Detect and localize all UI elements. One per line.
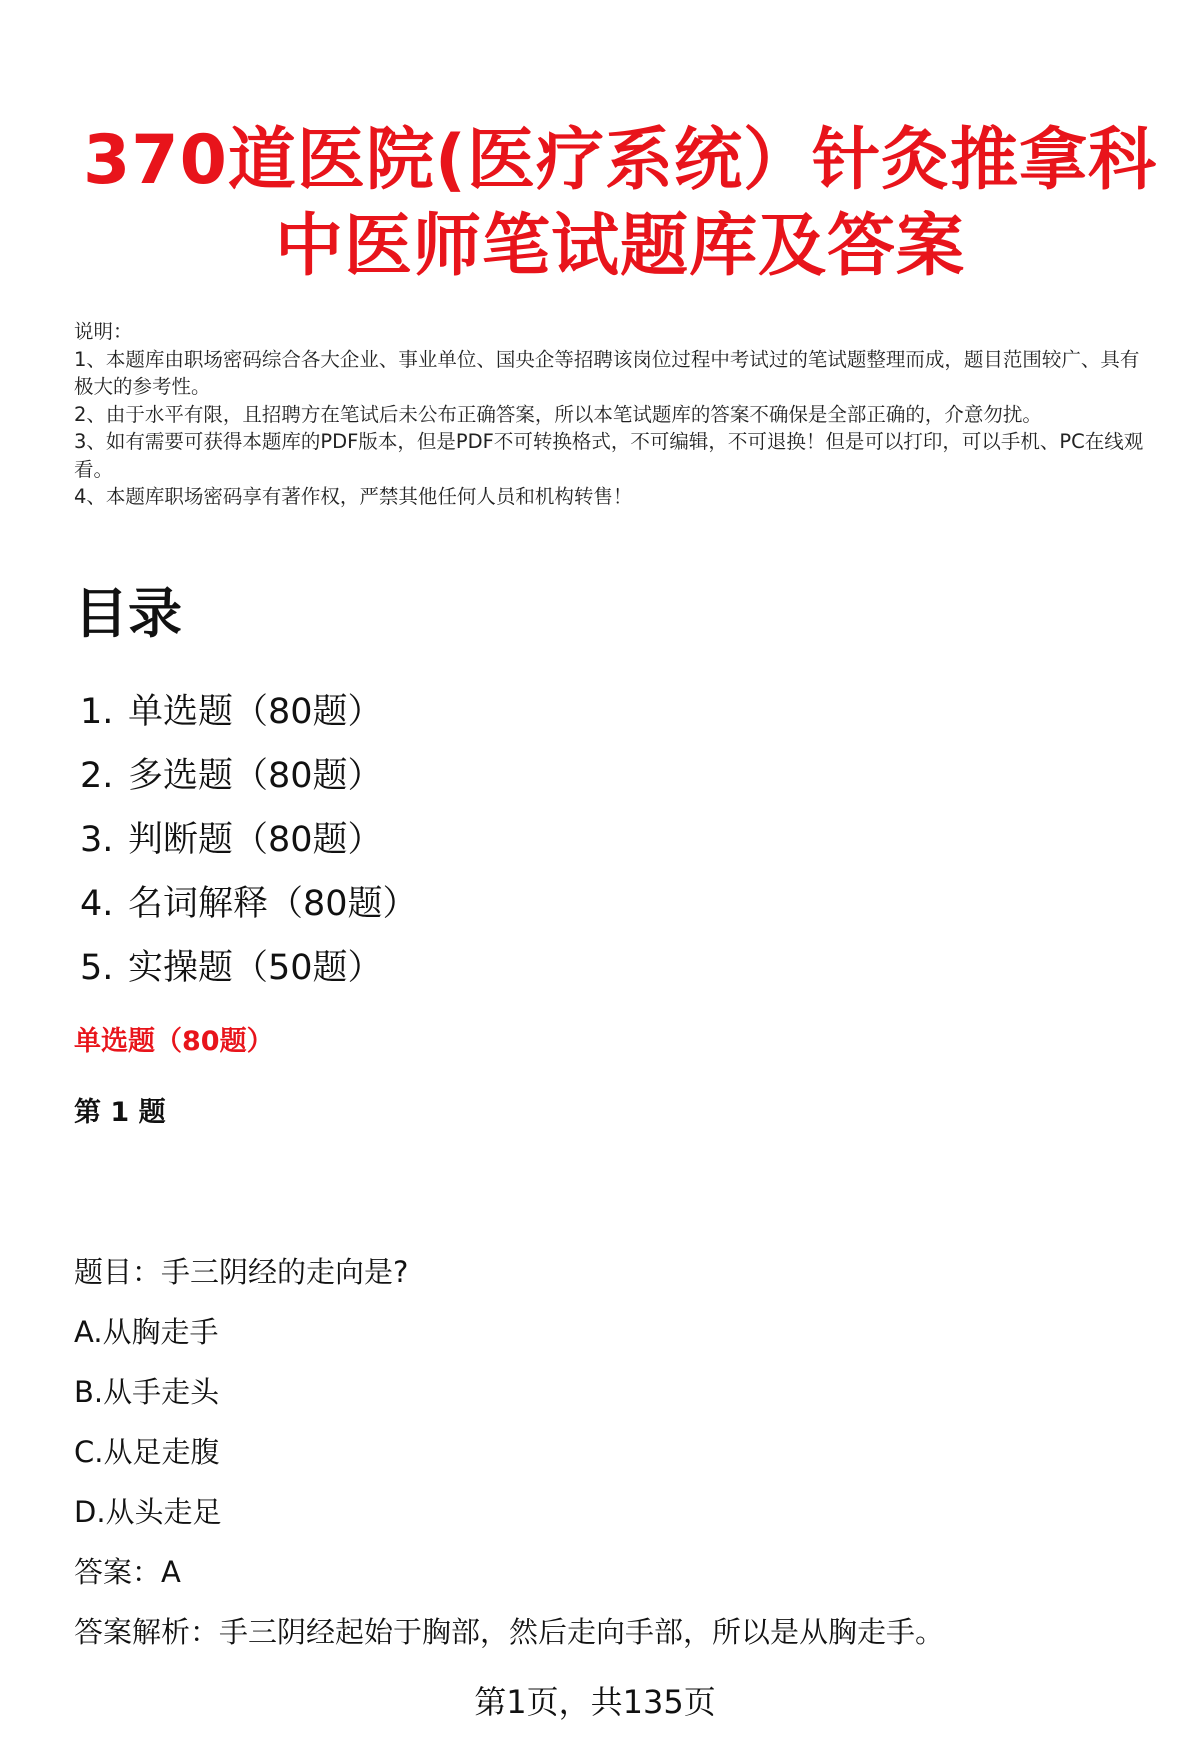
question-number: 第 1 题 — [74, 1097, 166, 1128]
option-b: B.从手走头 — [74, 1375, 220, 1409]
toc-item[interactable] — [80, 808, 418, 872]
page-footer: 第1页，共135页 — [474, 1683, 716, 1721]
instruction-item: 2、由于水平有限，且招聘方在笔试后未公布正确答案，所以本笔试题库的答案不确保是全部正确的，介意勿扰。 — [74, 402, 1042, 426]
toc-item-number: 4. — [80, 884, 114, 924]
question-stem: 题目：手三阴经的走向是? — [74, 1255, 409, 1289]
toc-item-label: 实操题（50题） — [128, 948, 383, 988]
toc-item-label: 单选题（80题） — [128, 692, 383, 732]
instruction-item: 1、本题库由职场密码综合各大企业、事业单位、国央企等招聘该岗位过程中考试过的笔试题整理而成，题目范围较广、具有极大的参考性。 — [74, 347, 1140, 398]
toc-item-label: 名词解释（80题） — [128, 884, 418, 924]
instructions-heading: 说明： — [74, 320, 133, 343]
toc-item[interactable] — [80, 744, 418, 808]
toc-item[interactable] — [80, 936, 418, 1000]
question-block — [74, 1242, 944, 1662]
toc-item-label: 判断题（80题） — [128, 820, 383, 860]
title-line-2: 中医师笔试题库及答案 — [274, 207, 965, 286]
document-title — [60, 118, 1180, 290]
option-d: D.从头走足 — [74, 1495, 222, 1529]
instruction-item: 3、如有需要可获得本题库的PDF版本，但是PDF不可转换格式，不可编辑，不可退换！但是可以打印，可以手机、PC在线观看。 — [74, 430, 1144, 481]
toc-item[interactable] — [80, 872, 418, 936]
toc-item-label: 多选题（80题） — [128, 756, 383, 796]
toc-heading: 目录 — [74, 582, 182, 645]
section-title: 单选题（80题） — [74, 1026, 274, 1057]
toc-item-number: 1. — [80, 692, 114, 732]
toc-item[interactable] — [80, 680, 418, 744]
instructions-block — [74, 318, 1149, 511]
title-line-1: 370道医院(医疗系统）针灸推拿科 — [82, 121, 1158, 200]
answer-explanation: 答案解析：手三阴经起始于胸部，然后走向手部，所以是从胸走手。 — [74, 1615, 945, 1649]
toc-item-number: 3. — [80, 820, 114, 860]
answer: 答案：A — [74, 1555, 181, 1589]
option-a: A.从胸走手 — [74, 1315, 219, 1349]
table-of-contents — [80, 680, 418, 1000]
toc-item-number: 5. — [80, 948, 114, 988]
option-c: C.从足走腹 — [74, 1435, 220, 1469]
instruction-item: 4、本题库职场密码享有著作权，严禁其他任何人员和机构转售！ — [74, 485, 633, 508]
toc-item-number: 2. — [80, 756, 114, 796]
